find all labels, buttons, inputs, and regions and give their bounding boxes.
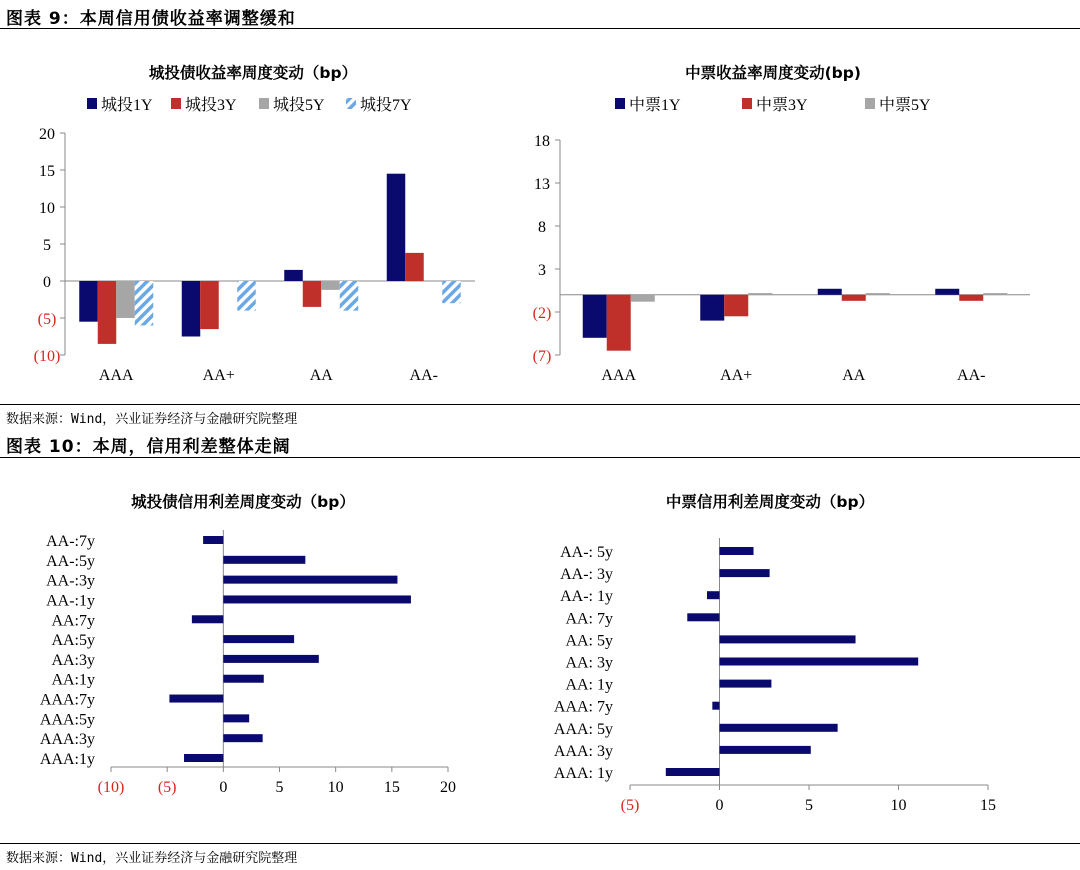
y-category-label: AA: 5y <box>565 632 613 650</box>
y-category-label: AA-:3y <box>46 572 95 590</box>
y-tick-label: (2) <box>532 305 552 322</box>
x-tick-label: 15 <box>980 797 996 814</box>
y-category-label: AAA: 5y <box>553 720 613 738</box>
y-tick-label: 10 <box>39 200 55 217</box>
bar <box>583 295 607 338</box>
y-category-label: AAA:3y <box>39 731 95 749</box>
y-category-label: AAA: 3y <box>553 742 613 760</box>
bar <box>720 746 811 754</box>
bar <box>223 635 294 643</box>
y-category-label: AAA: 1y <box>553 765 613 782</box>
bar <box>223 595 411 603</box>
bar <box>748 293 772 295</box>
bar <box>687 613 719 621</box>
legend-swatch <box>259 98 269 109</box>
y-category-label: AA-:1y <box>46 592 95 610</box>
x-tick-label: 0 <box>715 797 724 814</box>
bar <box>223 655 318 663</box>
bar <box>116 281 135 318</box>
legend-label: 中票5Y <box>879 97 931 114</box>
bar <box>442 281 461 303</box>
chart-zhongpiao-spread <box>520 460 1080 840</box>
y-category-label: AAA: 7y <box>553 698 613 716</box>
x-category-label: AA <box>842 367 866 384</box>
legend-swatch <box>346 98 356 109</box>
bar <box>700 295 724 321</box>
bar <box>98 281 117 344</box>
bar <box>340 281 359 311</box>
chart-chengtou-yield <box>0 30 520 402</box>
y-tick-label: 18 <box>534 133 550 150</box>
legend-label: 城投7Y <box>360 97 412 114</box>
bar <box>200 281 219 329</box>
y-category-label: AA:7y <box>51 612 95 630</box>
y-tick-label: (10) <box>33 348 61 365</box>
figure9-title: 图表 9：本周信用债收益率调整缓和 <box>6 9 296 29</box>
bar <box>321 281 340 290</box>
x-category-label: AAA <box>98 367 134 384</box>
chart-title: 城投债收益率周度变动（bp） <box>148 64 358 82</box>
chart-chengtou-spread <box>0 460 520 840</box>
x-tick-label: 5 <box>275 779 284 796</box>
figure9-source: 数据来源：Wind，兴业证券经济与金融研究院整理 <box>6 412 298 427</box>
y-tick-label: 13 <box>534 176 550 193</box>
x-category-label: AA <box>309 367 333 384</box>
bar <box>169 695 223 703</box>
y-tick-label: (7) <box>532 348 552 365</box>
y-category-label: AA:1y <box>51 671 95 689</box>
bar <box>935 289 959 295</box>
y-category-label: AA: 3y <box>565 654 613 672</box>
y-category-label: AA-: 1y <box>560 588 613 606</box>
legend-swatch <box>615 98 625 109</box>
y-category-label: AA-: 3y <box>560 566 613 584</box>
bar <box>720 635 856 643</box>
x-tick-label: 0 <box>219 779 228 796</box>
x-tick-label: (5) <box>157 779 177 796</box>
bar <box>223 675 263 683</box>
y-tick-label: (5) <box>37 311 57 328</box>
y-tick-label: 8 <box>538 219 546 236</box>
bar <box>192 615 223 623</box>
bar <box>720 547 754 555</box>
bar <box>842 295 866 301</box>
bar <box>712 702 719 710</box>
bar <box>223 576 397 584</box>
y-category-label: AA:5y <box>51 632 95 650</box>
bar <box>631 295 655 302</box>
bar <box>720 658 919 666</box>
bar <box>387 174 406 281</box>
chart-zhongpiao-yield <box>520 30 1060 402</box>
y-tick-label: 5 <box>43 237 51 254</box>
legend-swatch <box>865 98 875 109</box>
y-category-label: AA: 1y <box>565 676 613 694</box>
y-category-label: AA:3y <box>51 651 95 669</box>
bar <box>724 295 748 317</box>
y-category-label: AA-:7y <box>46 533 95 550</box>
figure9-bottom-rule <box>0 404 1080 405</box>
chart-title: 城投债信用利差周度变动（bp） <box>131 493 355 511</box>
y-category-label: AA-:5y <box>46 552 95 570</box>
bar <box>223 734 262 742</box>
legend-swatch <box>87 98 97 109</box>
bar <box>182 281 201 337</box>
y-tick-label: 3 <box>538 262 546 279</box>
x-tick-label: 5 <box>805 797 813 814</box>
legend-swatch <box>171 98 181 109</box>
bar <box>237 281 256 311</box>
bar <box>983 293 1007 295</box>
bar <box>959 295 983 301</box>
x-tick-label: 10 <box>327 779 344 796</box>
y-category-label: AAA:7y <box>39 691 95 709</box>
figure10-bottom-rule <box>0 843 1080 844</box>
bar <box>720 680 772 688</box>
bar <box>866 293 890 295</box>
y-category-label: AAA:1y <box>39 751 95 768</box>
bar <box>203 536 223 544</box>
legend-label: 城投1Y <box>101 97 153 114</box>
x-tick-label: (5) <box>620 797 640 814</box>
chart-title: 中票信用利差周度变动（bp） <box>665 493 875 511</box>
legend-label: 中票3Y <box>756 97 808 114</box>
y-tick-label: 0 <box>43 274 51 291</box>
y-category-label: AAA:5y <box>39 711 95 729</box>
legend-swatch <box>742 98 752 109</box>
legend-label: 城投5Y <box>273 97 325 114</box>
figure10-top-rule <box>0 457 1080 458</box>
bar <box>284 270 303 281</box>
y-category-label: AA: 7y <box>565 610 613 628</box>
bar <box>818 289 842 295</box>
x-category-label: AA+ <box>202 367 235 384</box>
y-tick-label: 20 <box>39 126 55 143</box>
x-tick-label: (10) <box>97 779 125 796</box>
bar <box>666 768 720 776</box>
legend-label: 城投3Y <box>185 97 237 114</box>
bar <box>720 569 770 577</box>
bar <box>79 281 98 322</box>
x-tick-label: 20 <box>440 779 456 796</box>
bar <box>607 295 631 351</box>
bar <box>707 591 720 599</box>
x-category-label: AA- <box>409 367 438 384</box>
bar <box>223 556 305 564</box>
x-category-label: AA- <box>957 367 986 384</box>
figure9-top-rule <box>0 28 1080 29</box>
bar <box>223 714 249 722</box>
figure10-title: 图表 10：本周，信用利差整体走阔 <box>6 437 291 457</box>
bar <box>184 754 223 762</box>
legend-label: 中票1Y <box>629 97 681 114</box>
bar <box>135 281 154 325</box>
x-category-label: AAA <box>601 367 637 384</box>
x-tick-label: 10 <box>890 797 907 814</box>
x-category-label: AA+ <box>720 367 753 384</box>
x-tick-label: 15 <box>383 779 400 796</box>
y-category-label: AA-: 5y <box>560 544 613 561</box>
bar <box>405 253 424 281</box>
y-tick-label: 15 <box>39 163 55 180</box>
figure10-source: 数据来源：Wind，兴业证券经济与金融研究院整理 <box>6 851 298 866</box>
bar <box>303 281 322 307</box>
chart-title: 中票收益率周度变动(bp) <box>685 64 861 82</box>
bar <box>720 724 838 732</box>
